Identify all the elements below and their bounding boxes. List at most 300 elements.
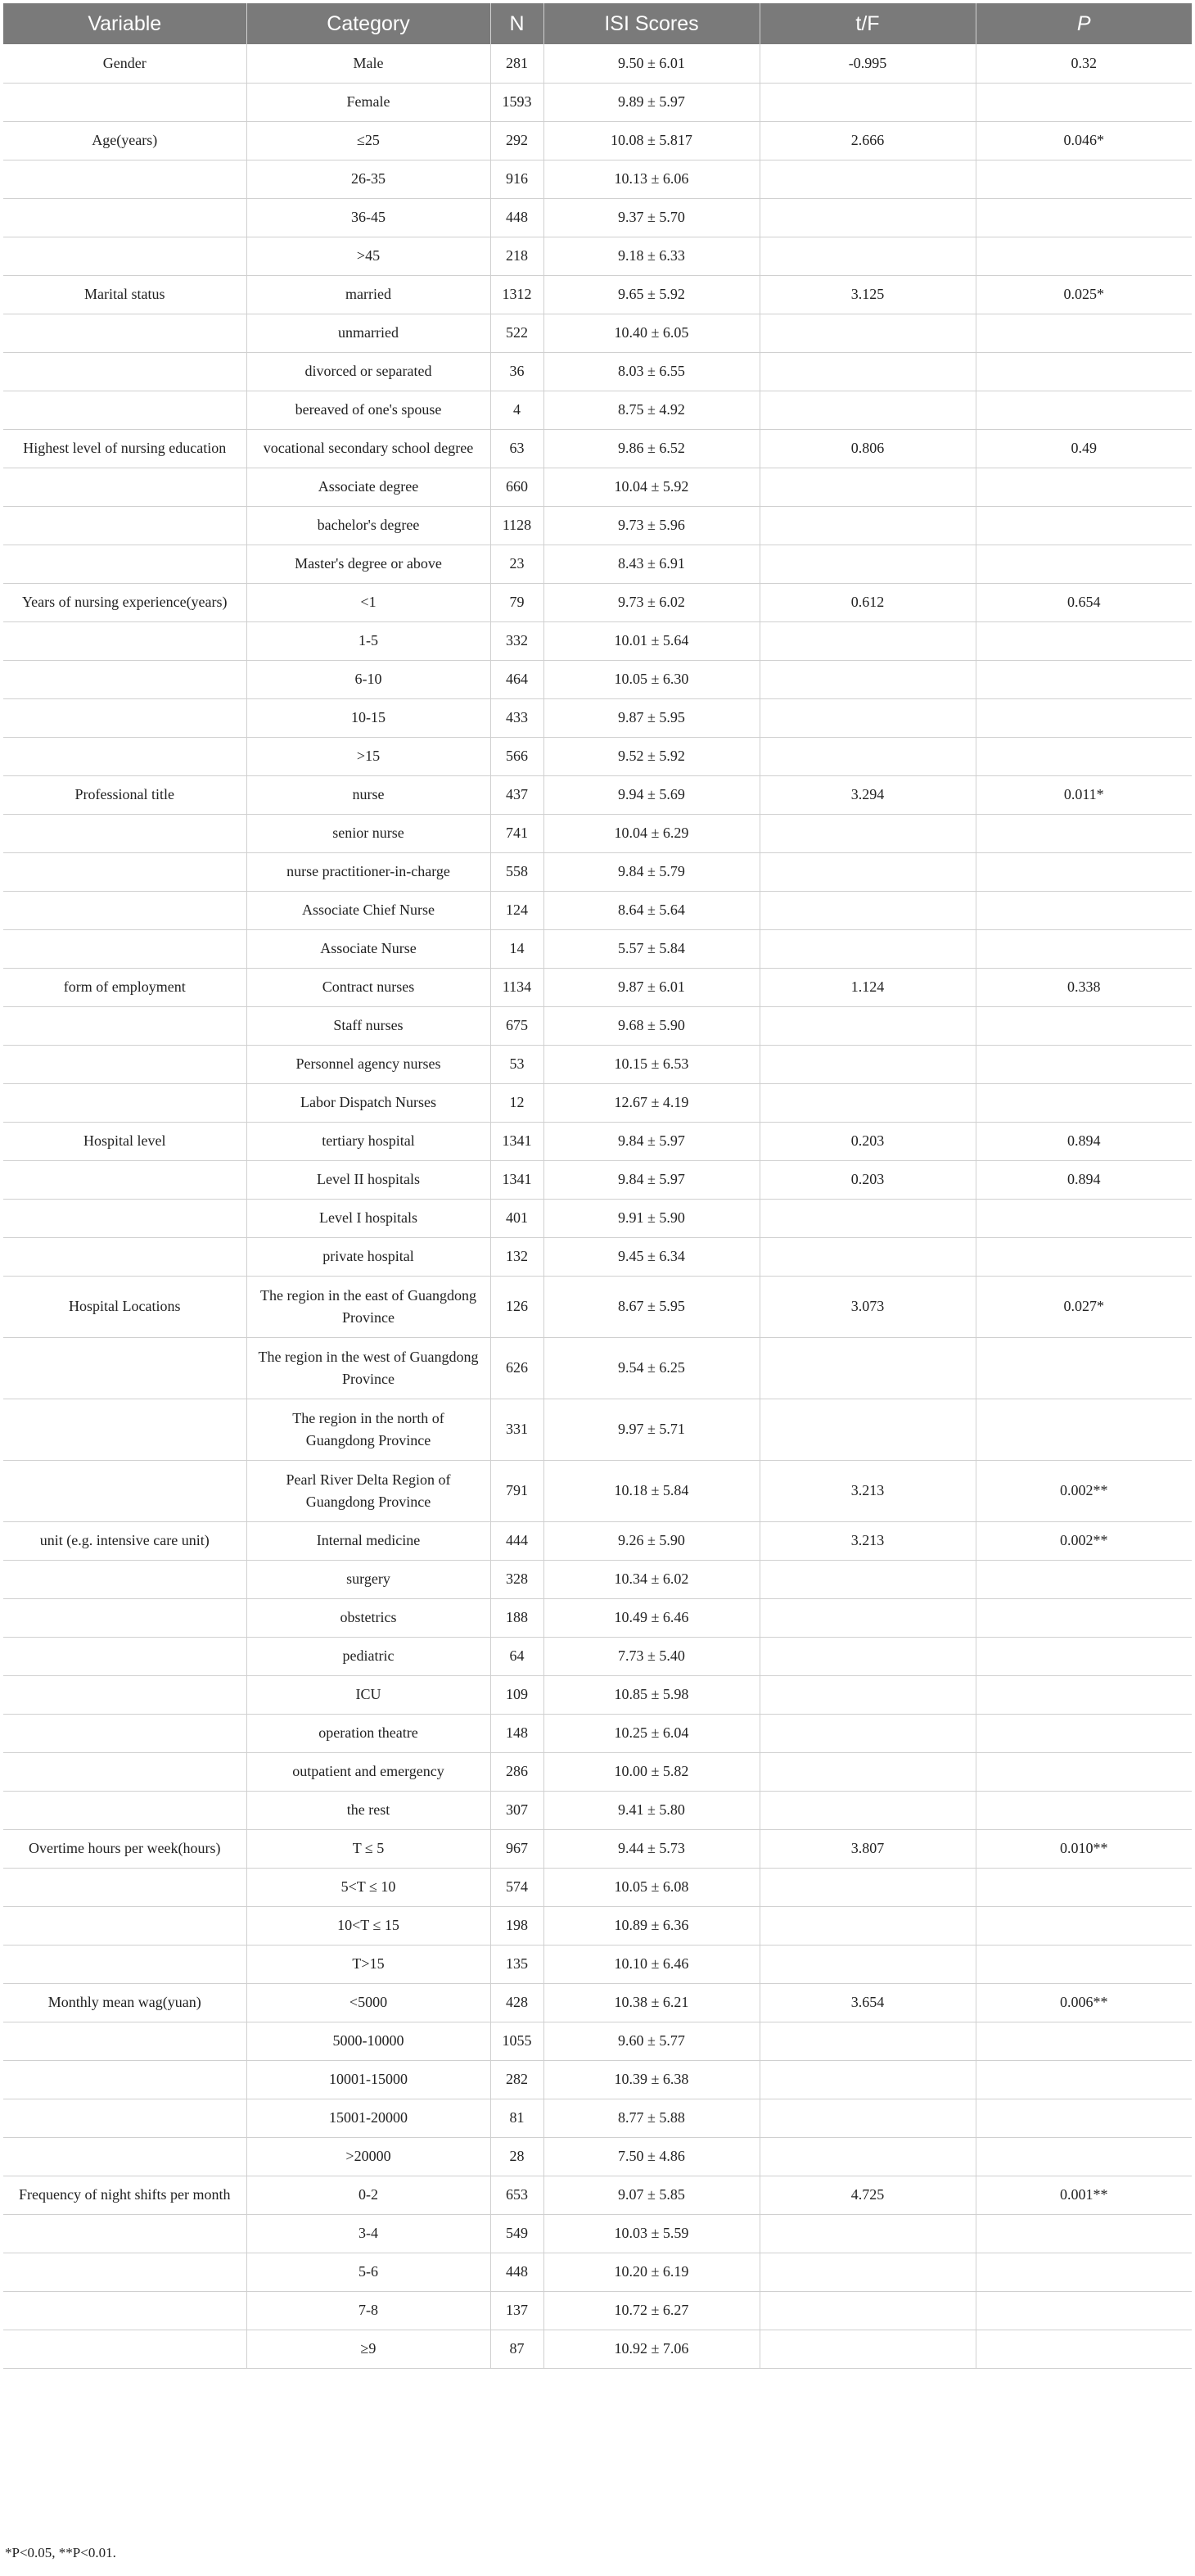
cell-p: 0.002** [976, 1460, 1192, 1521]
table-row [3, 1199, 1192, 1237]
cell-isi-score: 9.84 ± 5.79 [543, 852, 760, 891]
header-t-f: t/F [760, 3, 976, 44]
cell-n: 4 [490, 391, 543, 429]
cell-n: 124 [490, 891, 543, 929]
cell-t-f [760, 468, 976, 506]
cell-p: 0.027* [976, 1276, 1192, 1337]
table-row [3, 852, 1192, 891]
cell-n: 28 [490, 2137, 543, 2176]
cell-p [976, 1337, 1192, 1399]
cell-category: 10<T ≤ 15 [246, 1906, 490, 1945]
cell-n: 109 [490, 1675, 543, 1714]
table-row [3, 1006, 1192, 1045]
cell-isi-score: 10.34 ± 6.02 [543, 1560, 760, 1598]
table-row [3, 1521, 1192, 1560]
cell-t-f: 2.666 [760, 121, 976, 160]
cell-isi-score: 8.67 ± 5.95 [543, 1276, 760, 1337]
cell-n: 23 [490, 545, 543, 583]
cell-isi-score: 7.73 ± 5.40 [543, 1637, 760, 1675]
cell-n: 1128 [490, 506, 543, 545]
table-row [3, 698, 1192, 737]
cell-variable [3, 2022, 246, 2060]
cell-variable [3, 2291, 246, 2330]
cell-variable [3, 237, 246, 275]
table-row [3, 1868, 1192, 1906]
header-p: P [976, 3, 1192, 44]
cell-isi-score: 9.73 ± 5.96 [543, 506, 760, 545]
cell-t-f [760, 2060, 976, 2099]
cell-category: 0-2 [246, 2176, 490, 2214]
cell-category: 15001-20000 [246, 2099, 490, 2137]
cell-p [976, 2022, 1192, 2060]
cell-t-f: 1.124 [760, 968, 976, 1006]
cell-category: 5<T ≤ 10 [246, 1868, 490, 1906]
cell-p [976, 1006, 1192, 1045]
cell-isi-score: 9.97 ± 5.71 [543, 1399, 760, 1460]
table-row [3, 2022, 1192, 2060]
cell-p: 0.654 [976, 583, 1192, 621]
cell-variable: Hospital Locations [3, 1276, 246, 1337]
cell-isi-score: 10.01 ± 5.64 [543, 621, 760, 660]
cell-n: 64 [490, 1637, 543, 1675]
cell-isi-score: 5.57 ± 5.84 [543, 929, 760, 968]
cell-isi-score: 10.39 ± 6.38 [543, 2060, 760, 2099]
cell-isi-score: 10.25 ± 6.04 [543, 1714, 760, 1752]
cell-category: bereaved of one's spouse [246, 391, 490, 429]
cell-variable [3, 1945, 246, 1983]
cell-n: 53 [490, 1045, 543, 1083]
cell-category: The region in the north of Guangdong Province [246, 1399, 490, 1460]
table-row [3, 1122, 1192, 1160]
cell-variable [3, 1714, 246, 1752]
table-row [3, 83, 1192, 121]
table-row [3, 2253, 1192, 2291]
cell-t-f [760, 2099, 976, 2137]
cell-t-f [760, 1237, 976, 1276]
cell-isi-score: 10.85 ± 5.98 [543, 1675, 760, 1714]
table-row [3, 775, 1192, 814]
cell-p [976, 2253, 1192, 2291]
cell-category: 26-35 [246, 160, 490, 198]
cell-t-f [760, 545, 976, 583]
cell-isi-score: 9.45 ± 6.34 [543, 1237, 760, 1276]
cell-variable [3, 1598, 246, 1637]
cell-category: <5000 [246, 1983, 490, 2022]
cell-variable: Age(years) [3, 121, 246, 160]
header-isi-scores: ISI Scores [543, 3, 760, 44]
cell-category: Female [246, 83, 490, 121]
cell-isi-score: 9.41 ± 5.80 [543, 1791, 760, 1829]
cell-n: 218 [490, 237, 543, 275]
header-variable: Variable [3, 3, 246, 44]
cell-isi-score: 8.43 ± 6.91 [543, 545, 760, 583]
table-row [3, 44, 1192, 83]
table-row [3, 1598, 1192, 1637]
cell-p: 0.011* [976, 775, 1192, 814]
cell-p [976, 83, 1192, 121]
cell-p [976, 2137, 1192, 2176]
cell-p [976, 1199, 1192, 1237]
cell-variable: unit (e.g. intensive care unit) [3, 1521, 246, 1560]
table-row [3, 2330, 1192, 2368]
table-row [3, 1460, 1192, 1521]
cell-t-f [760, 1399, 976, 1460]
cell-variable [3, 852, 246, 891]
cell-t-f: 0.203 [760, 1160, 976, 1199]
cell-t-f: 0.806 [760, 429, 976, 468]
cell-isi-score: 10.10 ± 6.46 [543, 1945, 760, 1983]
cell-category: Internal medicine [246, 1521, 490, 1560]
cell-n: 281 [490, 44, 543, 83]
cell-n: 135 [490, 1945, 543, 1983]
cell-isi-score: 10.40 ± 6.05 [543, 314, 760, 352]
table-row [3, 2291, 1192, 2330]
cell-n: 448 [490, 198, 543, 237]
cell-variable [3, 83, 246, 121]
table-row [3, 352, 1192, 391]
cell-p [976, 391, 1192, 429]
cell-isi-score: 9.87 ± 6.01 [543, 968, 760, 1006]
cell-category: Contract nurses [246, 968, 490, 1006]
cell-t-f: 0.612 [760, 583, 976, 621]
cell-isi-score: 8.03 ± 6.55 [543, 352, 760, 391]
cell-isi-score: 9.65 ± 5.92 [543, 275, 760, 314]
cell-p [976, 352, 1192, 391]
cell-category: Associate degree [246, 468, 490, 506]
cell-n: 132 [490, 1237, 543, 1276]
cell-isi-score: 9.73 ± 6.02 [543, 583, 760, 621]
table-row [3, 391, 1192, 429]
cell-p: 0.006** [976, 1983, 1192, 2022]
table-body [3, 44, 1192, 2368]
cell-isi-score: 9.68 ± 5.90 [543, 1006, 760, 1045]
table-row [3, 1945, 1192, 1983]
cell-p [976, 468, 1192, 506]
cell-t-f [760, 929, 976, 968]
cell-category: obstetrics [246, 1598, 490, 1637]
cell-variable: form of employment [3, 968, 246, 1006]
table-row [3, 1752, 1192, 1791]
table-row [3, 1337, 1192, 1399]
cell-p [976, 237, 1192, 275]
cell-variable: Frequency of night shifts per month [3, 2176, 246, 2214]
cell-p [976, 545, 1192, 583]
cell-category: Personnel agency nurses [246, 1045, 490, 1083]
cell-n: 307 [490, 1791, 543, 1829]
cell-t-f [760, 1637, 976, 1675]
cell-isi-score: 9.84 ± 5.97 [543, 1122, 760, 1160]
cell-variable [3, 1868, 246, 1906]
cell-n: 328 [490, 1560, 543, 1598]
cell-p [976, 891, 1192, 929]
cell-n: 522 [490, 314, 543, 352]
cell-p [976, 160, 1192, 198]
cell-isi-score: 9.44 ± 5.73 [543, 1829, 760, 1868]
cell-n: 675 [490, 1006, 543, 1045]
cell-n: 916 [490, 160, 543, 198]
cell-t-f [760, 2291, 976, 2330]
cell-n: 137 [490, 2291, 543, 2330]
cell-category: Level II hospitals [246, 1160, 490, 1199]
cell-t-f: 4.725 [760, 2176, 976, 2214]
cell-n: 448 [490, 2253, 543, 2291]
cell-n: 433 [490, 698, 543, 737]
cell-variable [3, 660, 246, 698]
cell-n: 79 [490, 583, 543, 621]
cell-n: 1341 [490, 1122, 543, 1160]
cell-variable [3, 2253, 246, 2291]
cell-category: vocational secondary school degree [246, 429, 490, 468]
cell-category: 5-6 [246, 2253, 490, 2291]
cell-category: >15 [246, 737, 490, 775]
cell-p: 0.010** [976, 1829, 1192, 1868]
cell-p [976, 929, 1192, 968]
cell-category: The region in the west of Guangdong Province [246, 1337, 490, 1399]
cell-variable: Highest level of nursing education [3, 429, 246, 468]
cell-variable [3, 737, 246, 775]
cell-variable: Years of nursing experience(years) [3, 583, 246, 621]
table-row [3, 1560, 1192, 1598]
cell-isi-score: 12.67 ± 4.19 [543, 1083, 760, 1122]
cell-p [976, 2214, 1192, 2253]
cell-n: 401 [490, 1199, 543, 1237]
cell-p [976, 1598, 1192, 1637]
cell-variable [3, 1160, 246, 1199]
cell-category: divorced or separated [246, 352, 490, 391]
table-row [3, 468, 1192, 506]
cell-p: 0.894 [976, 1122, 1192, 1160]
cell-n: 741 [490, 814, 543, 852]
cell-variable [3, 814, 246, 852]
cell-category: T ≤ 5 [246, 1829, 490, 1868]
cell-category: ICU [246, 1675, 490, 1714]
cell-t-f [760, 2137, 976, 2176]
cell-isi-score: 10.49 ± 6.46 [543, 1598, 760, 1637]
table-row [3, 1237, 1192, 1276]
cell-isi-score: 10.00 ± 5.82 [543, 1752, 760, 1791]
cell-isi-score: 10.38 ± 6.21 [543, 1983, 760, 2022]
cell-isi-score: 8.75 ± 4.92 [543, 391, 760, 429]
table-footnote: *P<0.05, **P<0.01. [5, 2545, 116, 2560]
cell-p: 0.49 [976, 429, 1192, 468]
cell-n: 574 [490, 1868, 543, 1906]
cell-t-f: -0.995 [760, 44, 976, 83]
cell-t-f [760, 1045, 976, 1083]
cell-n: 660 [490, 468, 543, 506]
cell-category: Labor Dispatch Nurses [246, 1083, 490, 1122]
cell-variable [3, 198, 246, 237]
cell-isi-score: 9.86 ± 6.52 [543, 429, 760, 468]
cell-t-f [760, 237, 976, 275]
header-category: Category [246, 3, 490, 44]
cell-p [976, 1083, 1192, 1122]
cell-isi-score: 9.60 ± 5.77 [543, 2022, 760, 2060]
cell-variable [3, 468, 246, 506]
cell-n: 464 [490, 660, 543, 698]
cell-isi-score: 10.20 ± 6.19 [543, 2253, 760, 2291]
cell-t-f [760, 1598, 976, 1637]
table-row [3, 1675, 1192, 1714]
cell-p [976, 506, 1192, 545]
cell-n: 12 [490, 1083, 543, 1122]
cell-isi-score: 9.37 ± 5.70 [543, 198, 760, 237]
cell-n: 437 [490, 775, 543, 814]
cell-t-f [760, 1199, 976, 1237]
cell-p [976, 1752, 1192, 1791]
cell-t-f [760, 2214, 976, 2253]
cell-isi-score: 9.26 ± 5.90 [543, 1521, 760, 1560]
cell-variable [3, 1399, 246, 1460]
cell-isi-score: 10.03 ± 5.59 [543, 2214, 760, 2253]
cell-p [976, 2060, 1192, 2099]
cell-p [976, 1237, 1192, 1276]
cell-t-f [760, 352, 976, 391]
cell-variable: Marital status [3, 275, 246, 314]
table-row [3, 1160, 1192, 1199]
cell-p [976, 1560, 1192, 1598]
cell-category: operation theatre [246, 1714, 490, 1752]
cell-p [976, 737, 1192, 775]
cell-t-f [760, 814, 976, 852]
cell-category: 1-5 [246, 621, 490, 660]
cell-t-f [760, 1337, 976, 1399]
table-row [3, 1791, 1192, 1829]
cell-t-f [760, 698, 976, 737]
cell-n: 286 [490, 1752, 543, 1791]
cell-t-f [760, 1791, 976, 1829]
cell-t-f [760, 314, 976, 352]
cell-n: 87 [490, 2330, 543, 2368]
cell-variable [3, 1675, 246, 1714]
cell-variable [3, 1337, 246, 1399]
table-row [3, 621, 1192, 660]
cell-category: The region in the east of Guangdong Province [246, 1276, 490, 1337]
cell-p: 0.32 [976, 44, 1192, 83]
cell-p [976, 1045, 1192, 1083]
cell-isi-score: 9.87 ± 5.95 [543, 698, 760, 737]
cell-t-f [760, 1752, 976, 1791]
cell-category: pediatric [246, 1637, 490, 1675]
cell-variable [3, 352, 246, 391]
cell-isi-score: 10.13 ± 6.06 [543, 160, 760, 198]
cell-category: Male [246, 44, 490, 83]
cell-t-f [760, 1714, 976, 1752]
cell-n: 1312 [490, 275, 543, 314]
cell-n: 331 [490, 1399, 543, 1460]
cell-isi-score: 10.92 ± 7.06 [543, 2330, 760, 2368]
cell-t-f [760, 660, 976, 698]
cell-category: >45 [246, 237, 490, 275]
cell-p [976, 1637, 1192, 1675]
cell-n: 148 [490, 1714, 543, 1752]
table-row [3, 198, 1192, 237]
cell-n: 1134 [490, 968, 543, 1006]
cell-p [976, 814, 1192, 852]
cell-isi-score: 10.05 ± 6.30 [543, 660, 760, 698]
header-n: N [490, 3, 543, 44]
cell-variable: Professional title [3, 775, 246, 814]
cell-n: 282 [490, 2060, 543, 2099]
cell-category: nurse practitioner-in-charge [246, 852, 490, 891]
table-row [3, 1637, 1192, 1675]
cell-variable [3, 891, 246, 929]
cell-category: T>15 [246, 1945, 490, 1983]
table-row [3, 275, 1192, 314]
cell-category: unmarried [246, 314, 490, 352]
cell-category: 5000-10000 [246, 2022, 490, 2060]
cell-t-f: 0.203 [760, 1122, 976, 1160]
table-row [3, 545, 1192, 583]
cell-t-f: 3.213 [760, 1521, 976, 1560]
cell-n: 444 [490, 1521, 543, 1560]
table-row [3, 891, 1192, 929]
table-row [3, 314, 1192, 352]
cell-category: the rest [246, 1791, 490, 1829]
cell-t-f [760, 1006, 976, 1045]
cell-isi-score: 9.18 ± 6.33 [543, 237, 760, 275]
cell-isi-score: 9.50 ± 6.01 [543, 44, 760, 83]
cell-category: bachelor's degree [246, 506, 490, 545]
cell-t-f: 3.654 [760, 1983, 976, 2022]
cell-variable [3, 506, 246, 545]
table-row [3, 1714, 1192, 1752]
cell-p: 0.025* [976, 275, 1192, 314]
cell-p: 0.002** [976, 1521, 1192, 1560]
cell-n: 791 [490, 1460, 543, 1521]
cell-category: outpatient and emergency [246, 1752, 490, 1791]
cell-n: 626 [490, 1337, 543, 1399]
cell-n: 14 [490, 929, 543, 968]
cell-variable [3, 1560, 246, 1598]
cell-isi-score: 9.52 ± 5.92 [543, 737, 760, 775]
cell-n: 36 [490, 352, 543, 391]
cell-category: 7-8 [246, 2291, 490, 2330]
cell-p: 0.894 [976, 1160, 1192, 1199]
cell-t-f [760, 506, 976, 545]
cell-p [976, 1945, 1192, 1983]
cell-isi-score: 10.18 ± 5.84 [543, 1460, 760, 1521]
cell-variable [3, 2137, 246, 2176]
cell-variable [3, 1237, 246, 1276]
cell-t-f [760, 852, 976, 891]
cell-isi-score: 8.64 ± 5.64 [543, 891, 760, 929]
cell-variable [3, 1006, 246, 1045]
table-row [3, 968, 1192, 1006]
table-row [3, 1906, 1192, 1945]
cell-category: ≤25 [246, 121, 490, 160]
cell-n: 428 [490, 1983, 543, 2022]
cell-variable [3, 1083, 246, 1122]
cell-t-f [760, 2253, 976, 2291]
cell-n: 653 [490, 2176, 543, 2214]
cell-t-f [760, 2022, 976, 2060]
cell-variable [3, 2099, 246, 2137]
table-row [3, 1983, 1192, 2022]
cell-variable [3, 545, 246, 583]
cell-p [976, 698, 1192, 737]
table-row [3, 2060, 1192, 2099]
cell-n: 1341 [490, 1160, 543, 1199]
cell-t-f [760, 1868, 976, 1906]
table-row [3, 1829, 1192, 1868]
cell-n: 292 [490, 121, 543, 160]
cell-n: 188 [490, 1598, 543, 1637]
table-row [3, 1399, 1192, 1460]
table-row [3, 2137, 1192, 2176]
cell-category: 36-45 [246, 198, 490, 237]
cell-p: 0.001** [976, 2176, 1192, 2214]
cell-category: 6-10 [246, 660, 490, 698]
